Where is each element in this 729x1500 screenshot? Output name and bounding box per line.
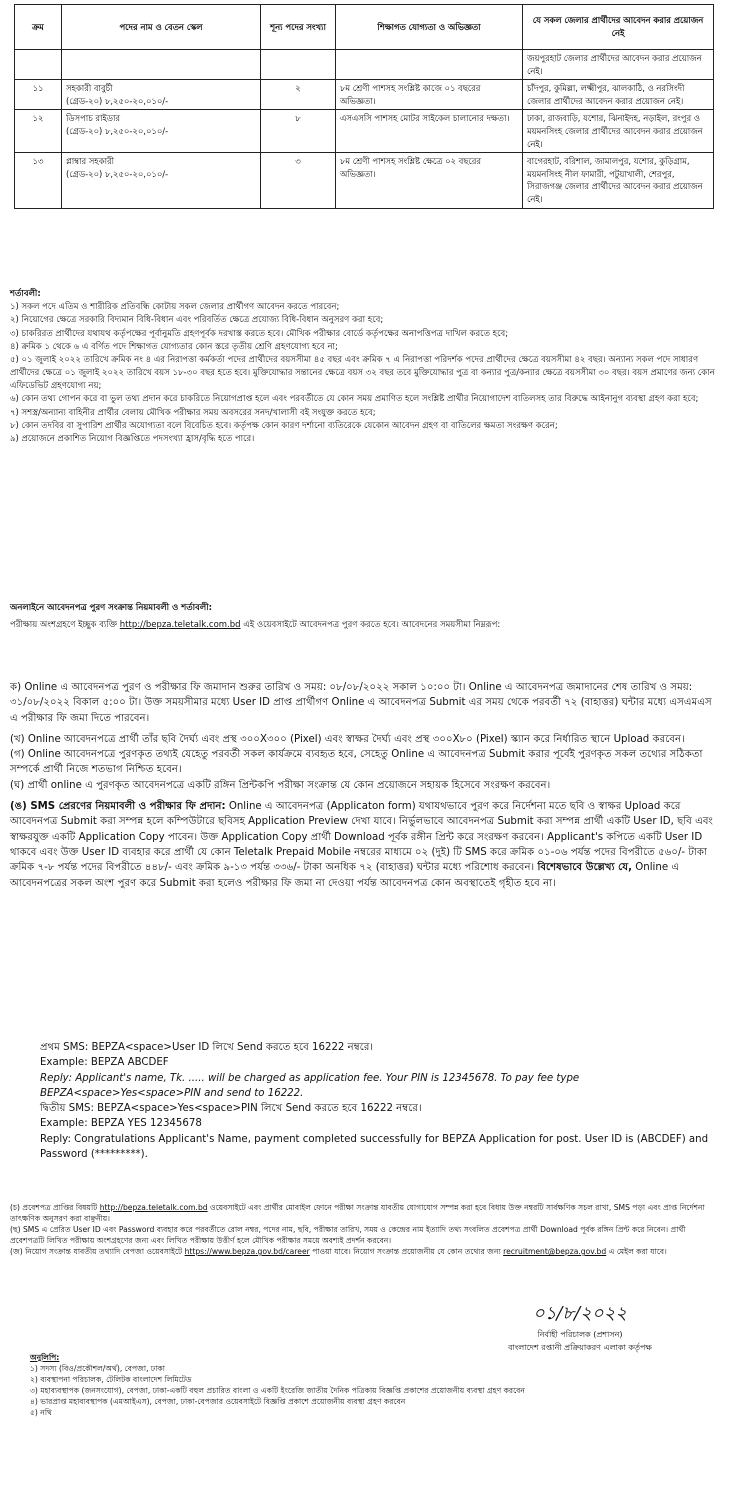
reply-2: Reply: Congratulations Applicant's Name, payment completed successfully for BEPZA Application for post. User ID is (ABCDEF) and Password (*********). [40, 1133, 709, 1161]
sms-instructions [40, 1040, 716, 1162]
rule-umo [10, 799, 716, 891]
online-items [10, 680, 716, 891]
rule-cha [10, 1202, 716, 1224]
condition-item: ১) সকল পদে এতিম ও শারীরিক প্রতিবন্ধি কোটায় সকল জেলার প্রার্থীগণ আবেদন করতে পারবেন; [10, 302, 340, 313]
districts-cell: চাঁদপুর, কুমিল্লা, লক্ষ্মীপুর, ঝালকাঠি, ও নরসিংদী জেলার প্রার্থীদের আবেদন করার প্রয়োজন নেই। [523, 80, 714, 110]
header-count: শূন্য পদের সংখ্যা [261, 5, 336, 50]
tail-rules [10, 1202, 716, 1257]
rule-gha: (ঘ) প্রার্থী online এ পুরণকৃত আবেদনপত্রে একটি রঙ্গিন প্রিন্টকপি পরীক্ষা সংক্রান্ত যে কোন প্রয়োজনে সহায়ক হিসেবে সংরক্ষণ করবেন। [10, 779, 551, 791]
condition-item: ৫) ০১ জুলাই ২০২২ তারিখে ক্রমিক নং ৪ এর নিরাপত্তা কর্মকর্তা পদের প্রার্থীদের বয়সসীমা ৪৫ বছর এবং ক্রমিক ৭ এ নিরাপত্তা পরিদর্শক পদের প্রার্থীদের ক্ষেত্রে বয়সসীমা ৪২ বছর। অন্যান্য সকল পদে সাধারণ প্রার্থীদের ক্ষেত্রে ০১ জুলাই ২০২২ তারিখে বয়স ১৮-৩০ বছর হতে হবে। মুক্তিযোদ্ধার সন্তানের ক্ষেত্রে বয়স ৩২ বছর তবে মুক্তিযোদ্ধার পুত্র বা কন্যার পুত্র/কন্যার ক্ষেত্রে বয়সসীমা ৩০ বছর। বয়স প্রমাণের জন্য কোন এফিডেভিট গ্রহণযোগ্য নয়; [10, 354, 715, 392]
rule-ja-text-2: পাওয়া যাবে। নিয়োগ সংক্রান্ত প্রয়োজনীয় যে কোন তথ্যের জন্য [312, 1247, 501, 1256]
header-post: পদের নাম ও বেতন স্কেল [62, 5, 261, 50]
online-intro-text: পরীক্ষায় অংশগ্রহণে ইচ্ছুক ব্যক্তি [10, 620, 118, 631]
rule-chha: (ছ) SMS এ প্রেরিত User ID এবং Password ব্যবহার করে পরবর্তীতে রোল নম্বর, পদের নাম, ছবি, পরীক্ষার তারিখ, সময় ও কেন্দ্রের নাম ইত্যাদি তথ্য সংবলিত প্রবেশপত্র প্রার্থী Download পূর্বক রঙ্গিন প্রিন্ট করে নিবেন। প্রার্থী প্রবেশপত্রটি লিখিত পরীক্ষায় অংশগ্রহণের জন্য এবং লিখিত পরীক্ষায় উত্তীর্ণ হলে মৌখিক পরীক্ষার সময়ে অবশ্যই প্রদর্শন করবেন। [10, 1225, 686, 1245]
sms-rules-title: (ঙ) SMS প্রেরণের নিয়মাবলী ও পরীক্ষার ফি প্রদান: [10, 801, 226, 813]
online-rules-title: অনলাইনে আবেদনপত্র পুরণ সংক্রান্ত নিয়মাবলী ও শর্তাবলী: [10, 603, 213, 613]
copies-section [30, 1352, 716, 1418]
rule-cha-text: (চ) প্রবেশপত্র প্রাপ্তির বিষয়টি [10, 1203, 98, 1212]
condition-item: ৯) প্রয়োজনে প্রকাশিত নিয়োগ বিজ্ঞপ্তিতে পদসংখ্যা হ্রাস/বৃদ্ধি হতে পারে। [10, 433, 255, 444]
table-row [15, 153, 714, 208]
condition-item: ৪) ক্রমিক ১ থেকে ৬ এ বর্ণিত পদে শিক্ষাগত যোগ্যতার কোন স্তরে তৃতীয় শ্রেণি গ্রহণযোগ্য হবে না; [10, 341, 338, 352]
teletalk-link[interactable]: http://bepza.teletalk.com.bd [119, 620, 241, 631]
copy-item: ৫) নথি [30, 1408, 52, 1417]
rule-ga: (গ) Online আবেদনপত্রে পুরণকৃত তথ্যই যেহেতু পরবর্তী সকল কার্যক্রমে ব্যবহৃত হবে, সেহেতু Online এ আবেদনপত্র Submit করার পূর্বেই পুরণকৃত সকল তথ্যের সঠিকতা সম্পর্কে প্রার্থী নিজে শতভাগ নিশ্চিত হবেন। [10, 749, 703, 776]
vacancy-table [14, 4, 714, 209]
districts-cell: জয়পুরহাট জেলার প্রার্থীদের আবেদন করার প্রয়োজন নেই। [523, 50, 714, 80]
condition-item: ৭) সশস্ত্র/অন্যান্য বাহিনীর প্রার্থীর বেলায় মৌখিক পরীক্ষার সময় অবসরের সনদ/খালাসী বই সংযুক্ত করতে হবে; [10, 407, 376, 418]
second-sms: দ্বিতীয় SMS: BEPZA<space>Yes<space>PIN লিখে Send করতে হবে 16222 নম্বরে। [40, 1103, 422, 1115]
condition-item: ৩) চাকরিরত প্রার্থীদের যথাযথ কর্তৃপক্ষের পূর্বানুমতি গ্রহণপূর্বক দরখাস্ত করতে হবে। মৌখিক পরীক্ষার বোর্ডে কর্তৃপক্ষের অনাপত্তিপত্র দাখিল করতে হবে; [10, 328, 509, 339]
qualification-cell: এসএসসি পাশসহ মোটর সাইকেল চালানোর দক্ষতা। [336, 110, 523, 153]
districts-cell: ঢাকা, রাজবাড়ি, যশোর, ঝিনাইদহ, নড়াইল, রংপুর ও ময়মনসিংহ জেলার প্রার্থীদের আবেদন করার প্রয়োজন নেই। [523, 110, 714, 153]
districts-cell: বাগেরহাট, বরিশাল, জামালপুর, যশোর, কুড়িগ্রাম, ময়মনসিংহ নীল ফামারী, পটুয়াখালী, শেরপুর, সিরাজগঞ্জ জেলার প্রার্থীদের আবেদন করার প্রয়োজন নেই। [523, 153, 714, 208]
serial-cell: ১৩ [15, 153, 62, 208]
online-intro-text-2: এই ওয়েবসাইটে আবেদনপত্র পুরণ করতে হবে। আবেদনের সময়সীমা নিম্নরূপ: [243, 620, 501, 631]
post-grade: (গ্রেড-২০) ৮,২৫০-২০,০১০/- [66, 126, 169, 137]
career-link[interactable]: https://www.bepza.gov.bd/career [184, 1247, 310, 1256]
sms-rules-end: Online এ আবেদনপত্রের সকল অংশ পুরণ করে Submit করা হলেও পরীক্ষার ফি জমা না দেওয়া পর্যন্ত আবেদনপত্র কোন অবস্থাতেই গৃহীত হবে না। [10, 862, 680, 889]
serial-cell: ১২ [15, 110, 62, 153]
header-qualification: শিক্ষাগত যোগ্যতা ও অভিজ্ঞতা [336, 5, 523, 50]
post-grade: (গ্রেড-২০) ৮,২৫০-২০,০১০/- [66, 95, 169, 106]
online-intro [10, 619, 716, 632]
header-serial: ক্রম [15, 5, 62, 50]
post-name: প্লাম্বার সহকারী [66, 156, 115, 167]
example-1: Example: BEPZA ABCDEF [40, 1057, 169, 1069]
condition-item: ২) নিয়োগের ক্ষেত্রে সরকারি বিদ্যমান বিধি-বিধান এবং পরিবর্তিত ক্ষেত্রে প্রযোজ্য বিধি-বিধান অনুসরণ করা হবে; [10, 315, 384, 326]
signature-block [450, 1300, 710, 1354]
table-row [15, 50, 714, 80]
copy-item: ৩) মহাব্যবস্থাপক (জনসংযোগ), বেপজা, ঢাকা-একটি বহুল প্রচারিত বাংলা ও একটি ইংরেজি জাতীয় দৈনিক পত্রিকায় বিজ্ঞপ্তি প্রকাশের প্রয়োজনীয় ব্যবস্থা গ্রহণ করবেন [30, 1386, 525, 1395]
example-2: Example: BEPZA YES 12345678 [40, 1118, 202, 1130]
rule-ja-text-3: এ মেইল করা যাবে। [608, 1247, 667, 1256]
copy-item: ২) ব্যবস্থাপনা পরিচালক, টেলিটক বাংলাদেশ লিমিটেড [30, 1375, 192, 1384]
serial-cell: ১১ [15, 80, 62, 110]
signatory-org: বাংলাদেশ রপ্তানী প্রক্রিয়াকরণ এলাকা কর্তৃপক্ষ [508, 1342, 652, 1352]
post-name: ডিসপাচ রাইডার [66, 113, 120, 124]
rule-cha-text-2: ওয়েবসাইটে এবং প্রার্থীর মোবাইল ফোনে পরীক্ষা সংক্রান্ত যাবতীয় যোগাযোগ সম্পন্ন করা হবে বিধায় উক্ত নম্বরটি সার্বক্ষণিক সচল রাখা, SMS পড়া এবং প্রাপ্ত নির্দেশনা তাৎক্ষণিক অনুসরণ করা বাঞ্ছনীয়। [10, 1203, 705, 1223]
signatory-title: নির্বাহী পরিচালক (প্রশাসন) [537, 1329, 623, 1339]
copies-title: অনুলিপি: [30, 1353, 60, 1362]
count-cell: ৮ [261, 110, 336, 153]
rule-ja-text: (জ) নিয়োগ সংক্রান্ত যাবতীয় তথ্যাদি বেপজা ওয়েবসাইটে [10, 1247, 183, 1256]
post-grade: (গ্রেড-২০) ৮,২৫০-২০,০১০/- [66, 168, 169, 179]
conditions-title: শর্তাবলী: [10, 289, 41, 299]
recruitment-email-link[interactable]: recruitment@bepza.gov.bd [503, 1247, 607, 1256]
reply-1: Reply: Applicant's name, Tk. ..... will be charged as application fee. Your PIN is 12345678. To pay fee type BEPZA<space>Yes<space>PIN and send to 16222. [40, 1072, 580, 1099]
table-row [15, 110, 714, 153]
rule-ka: ক) Online এ আবেদনপত্র পুরণ ও পরীক্ষার ফি জমাদান শুরুর তারিখ ও সময়: ০৮/০৮/২০২২ সকাল ১০:০০ টা। Online এ আবেদনপত্র জমাদানের শেষ তারিখ ও সময়: ৩১/০৮/২০২২ বিকাল ৫:০০ টা। উক্ত সময়সীমার মধ্যে User ID প্রাপ্ত প্রার্থীগণ Online এ আবেদনপত্র Submit এর সময় থেকে পরবর্তী ৭২ (বাহাত্তর) ঘন্টার মধ্যে এসএমএস এ পরীক্ষার ফি জমা দিতে পারবেন। [10, 682, 712, 724]
qualification-cell: ৮ম শ্রেণী পাশসহ সংশ্লিষ্ট ক্ষেত্রে ০২ বছরের অভিজ্ঞতা। [336, 153, 523, 208]
post-cell [62, 80, 261, 110]
rule-kha: (খ) Online আবেদনপত্রে প্রার্থী তাঁর ছবি দৈর্ঘ্য এবং প্রস্থ ৩০০X৩০০ (Pixel) এবং স্বাক্ষর দৈর্ঘ্য এবং প্রস্থ ৩০০X৮০ (Pixel) স্ক্যান করে নির্ধারিত স্থানে Upload করবেন। [10, 733, 685, 745]
copy-item: ১) সদস্য (বিও/প্রকৌশল/অর্থ), বেপজা, ঢাকা [30, 1364, 165, 1373]
sms-rules-note: বিশেষভাবে উল্লেখ্য যে, [537, 862, 632, 874]
table-row [15, 80, 714, 110]
count-cell: ৩ [261, 153, 336, 208]
post-cell [62, 153, 261, 208]
table-header-row [15, 5, 714, 50]
count-cell: ২ [261, 80, 336, 110]
admit-card-link[interactable]: http://bepza.teletalk.com.bd [99, 1203, 208, 1212]
condition-item: ৮) কোন তদবির বা সুপারিশ প্রার্থীর অযোগ্যতা বলে বিবেচিত হবে। কর্তৃপক্ষ কোন কারণ দর্শানো ব্যতিরেকে যেকোন আবেদন গ্রহণ বা বাতিলের ক্ষমতা সংরক্ষণ করেন; [10, 420, 558, 431]
online-rules-section [10, 602, 716, 632]
conditions-section [10, 288, 716, 446]
copy-item: ৪) ভারপ্রাপ্ত মহাব্যবস্থাপক (এমআইএস), বেপজা, ঢাকা-বেপজার ওয়েবসাইটে বিজ্ঞপ্তি প্রকাশে প্রয়োজনীয় ব্যবস্থা গ্রহণ করবেন [30, 1397, 406, 1406]
header-districts: যে সকল জেলার প্রার্থীদের আবেদন করার প্রয়োজন নেই [523, 5, 714, 50]
condition-item: ৬) কোন তথ্য গোপন করে বা ভুল তথ্য প্রদান করে চাকরিতে নিয়োগপ্রাপ্ত হলে এবং পরবর্তীতে যে কোন সময় প্রমাণিত হলে সংশ্লিষ্ট প্রার্থীর নিয়োগাদেশ বাতিলসহ তার বিরুদ্ধে আইনানুগ ব্যবস্থা গ্রহণ করা হবে; [10, 394, 699, 405]
rule-ja [10, 1246, 716, 1257]
sms-rules-text: Online এ আবেদনপত্র (Applicaton form) যথাযথভাবে পুরণ করে নির্দেশনা মতে ছবি ও স্বাক্ষর Upload করে আবেদনপত্র Submit করা সম্পন্ন হলে কম্পিউটারে ছবিসহ Application Preview দেখা যাবে। নির্ভুলভাবে আবেদনপত্র Submit করা সম্পন্ন প্রার্থী একটি User ID, ছবি এবং স্বাক্ষরযুক্ত একটি Application Copy পাবেন। উক্ত Application Copy প্রার্থী Download পূর্বক রঙ্গীন প্রিন্ট করে সংরক্ষণ করবেন। Applicant's কপিতে একটি User ID থাকবে এবং উক্ত User ID ব্যবহার করে প্রার্থী যে কোন Teletalk Prepaid Mobile নম্বরের মাধ্যমে ০২ (দুই) টি SMS করে ক্রমিক ০১-০৬ পর্যন্ত পদের বিপরীতে ৫৬০/- টাকা ক্রমিক ৭-৮ পর্যন্ত পদের বিপরীতে ৪৪৮/- এবং ক্রমিক ৯-১৩ পর্যন্ত ৩৩৬/- টাকা অনধিক ৭২ (বাহাত্তর) ঘন্টার মধ্যে পরিশোধ করবেন। [10, 801, 713, 874]
qualification-cell: ৮ম শ্রেণী পাশসহ সংশ্লিষ্ট কাজে ০১ বছরের অভিজ্ঞতা। [336, 80, 523, 110]
first-sms: প্রথম SMS: BEPZA<space>User ID লিখে Send করতে হবে 16222 নম্বরে। [40, 1042, 374, 1053]
post-cell [62, 110, 261, 153]
signature-date: ০১/৮/২০২২ [532, 1303, 627, 1324]
post-name: সহকারী বাবুর্চী [66, 83, 113, 94]
